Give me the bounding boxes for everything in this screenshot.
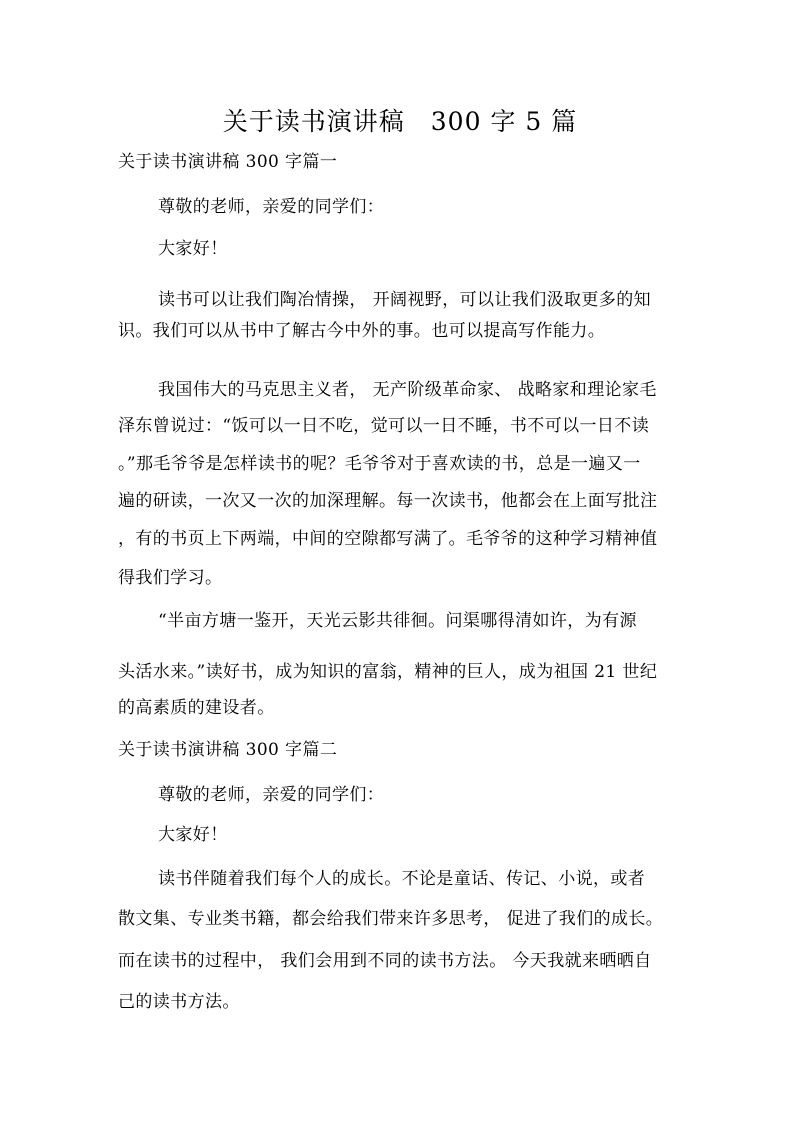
paragraph-line: 泽东曾说过：“饭可以一日不吃，觉可以一日不睡，书不可以一日不读 bbox=[118, 416, 650, 436]
paragraph-line: 。”那毛爷爷是怎样读书的呢？毛爷爷对于喜欢读的书，总是一遍又一 bbox=[118, 454, 641, 474]
paragraph-line: 读书伴随着我们每个人的成长。不论是童话、传记、小说，或者 bbox=[158, 869, 646, 889]
paragraph-line: 得我们学习。 bbox=[118, 568, 223, 588]
document-title: 关于读书演讲稿 300 字 5 篇 bbox=[222, 107, 578, 136]
paragraph-line: 而在读书的过程中， 我们会用到不同的读书方法。 今天我就来晒晒自 bbox=[118, 951, 652, 971]
paragraph-line: 散文集、专业类书籍，都会给我们带来许多思考， 促进了我们的成长。 bbox=[118, 909, 664, 929]
paragraph-line: “半亩方塘一鉴开，天光云影共徘徊。问渠哪得清如许，为有源 bbox=[158, 611, 637, 631]
greeting-1: 尊敬的老师，亲爱的同学们： bbox=[158, 197, 385, 217]
paragraph-line: 识。我们可以从书中了解古今中外的事。也可以提高写作能力。 bbox=[118, 321, 606, 341]
paragraph-line: 遍的研读，一次又一次的加深理解。每一次读书，他都会在上面写批注 bbox=[118, 491, 658, 511]
paragraph-line: 的高素质的建设者。 bbox=[118, 698, 275, 718]
hello-2: 大家好！ bbox=[158, 825, 228, 845]
paragraph-line: 我国伟大的马克思主义者， 无产阶级革命家、 战略家和理论家毛 bbox=[158, 380, 657, 400]
paragraph-line: 己的读书方法。 bbox=[118, 992, 240, 1012]
section-heading-1: 关于读书演讲稿 300 字篇一 bbox=[118, 152, 338, 172]
section-heading-2: 关于读书演讲稿 300 字篇二 bbox=[118, 740, 338, 760]
paragraph-line: 头活水来。”读好书，成为知识的富翁，精神的巨人，成为祖国 21 世纪 bbox=[118, 662, 658, 682]
hello-1: 大家好！ bbox=[158, 239, 228, 259]
greeting-2: 尊敬的老师，亲爱的同学们： bbox=[158, 785, 385, 805]
paragraph-line: 读书可以让我们陶冶情操， 开阔视野，可以让我们汲取更多的知 bbox=[158, 290, 652, 310]
paragraph-line: ，有的书页上下两端，中间的空隙都写满了。毛爷爷的这种学习精神值 bbox=[118, 529, 658, 549]
